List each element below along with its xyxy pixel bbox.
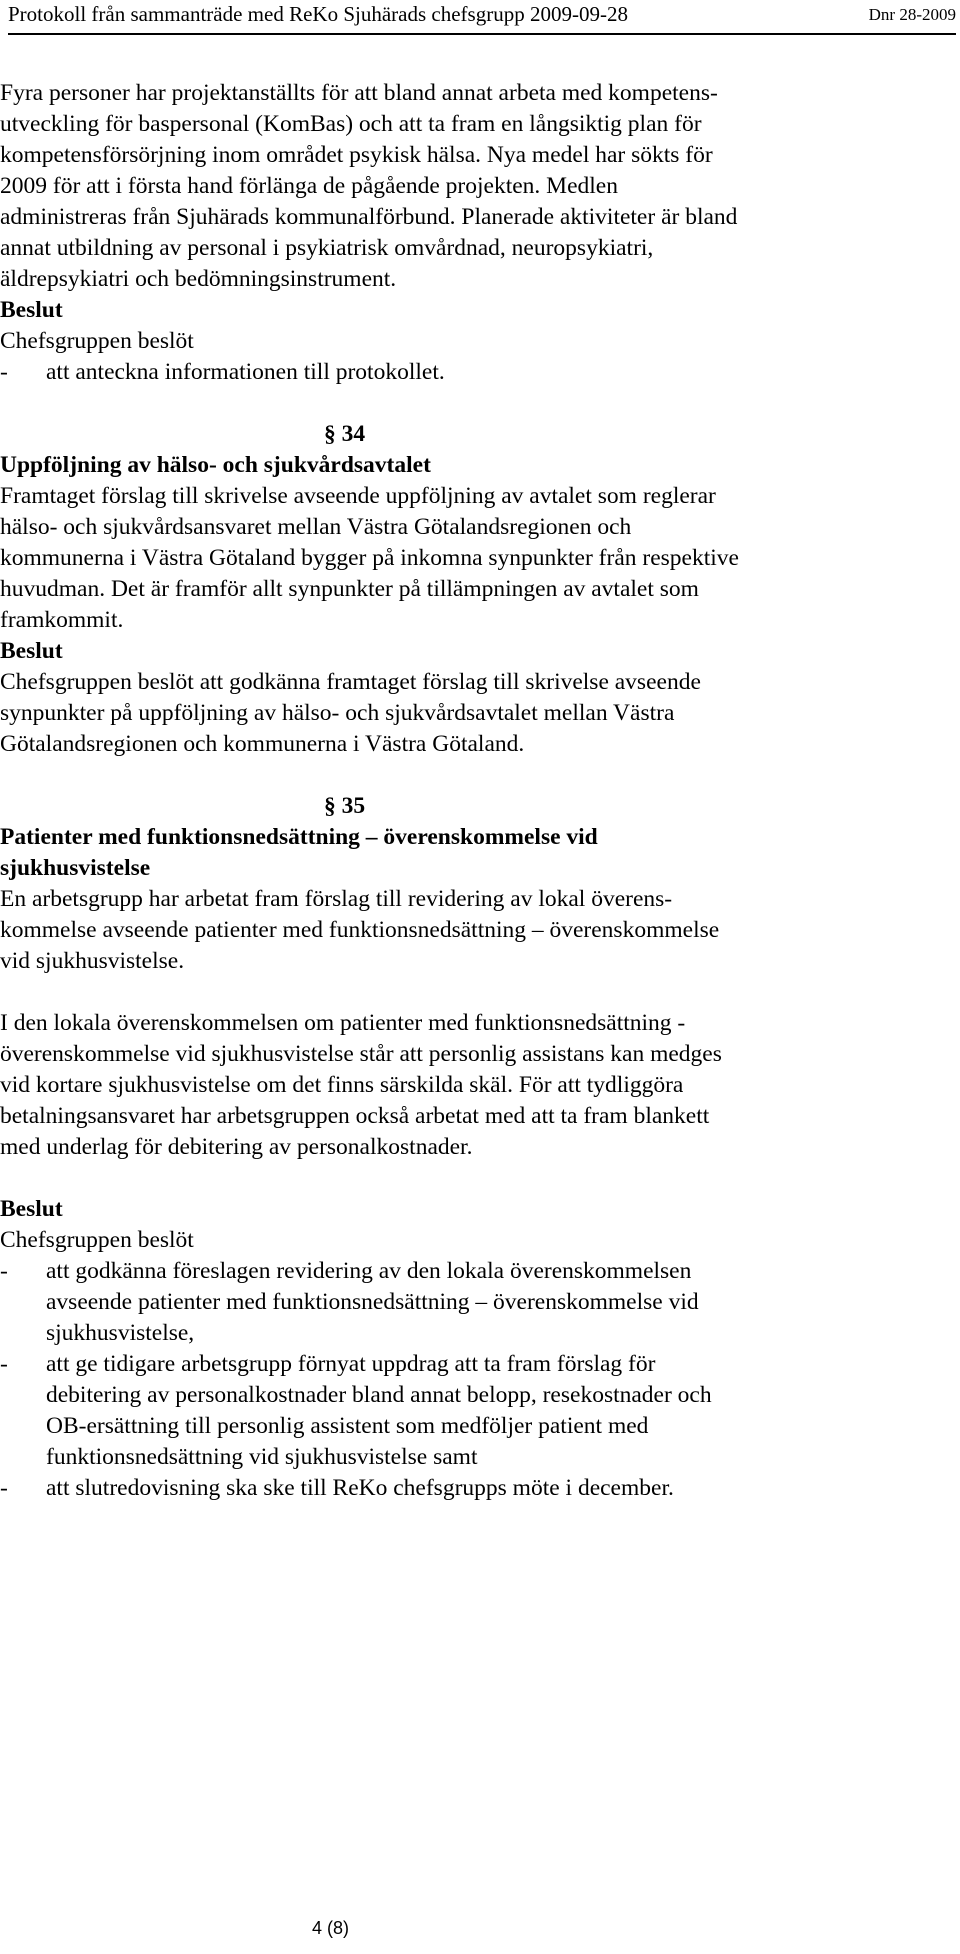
section-35-number: § 35: [324, 793, 366, 819]
beslut-item-text: OB-ersättning till personlig assistent som medföljer patient med: [46, 1413, 649, 1439]
text-line: Fyra personer har projektanställts för att bland annat arbeta med kompetens-: [0, 80, 718, 106]
beslut-item: [0, 357, 960, 388]
document-body: [0, 78, 960, 1504]
text-line: administreras från Sjuhärads kommunalförbund. Planerade aktiviteter är bland: [0, 204, 738, 230]
text-line: kommelse avseende patienter med funktionsnedsättning – överenskommelse: [0, 917, 720, 943]
text-line: Götalandsregionen och kommunerna i Västra Götaland.: [0, 731, 525, 757]
text-line: 2009 för att i första hand förlänga de pågående projekten. Medlen: [0, 173, 618, 199]
text-line: framkommit.: [0, 607, 124, 633]
beslut-item-text: debitering av personalkostnader bland annat belopp, resekostnader och: [46, 1382, 712, 1408]
beslut-heading: Beslut: [0, 297, 63, 323]
section-34-paragraph: [0, 481, 960, 636]
section-34-title: Uppföljning av hälso- och sjukvårdsavtalet: [0, 452, 431, 478]
beslut-item-text: att anteckna informationen till protokollet.: [46, 359, 445, 385]
beslut-item-text: att ge tidigare arbetsgrupp förnyat uppdrag att ta fram förslag för: [46, 1351, 656, 1377]
list-dash: -: [0, 1258, 8, 1284]
text-line: kommunerna i Västra Götaland bygger på inkomna synpunkter från respektive: [0, 545, 739, 571]
section-35-paragraph-1: [0, 884, 960, 977]
text-line: äldrepsykiatri och bedömningsinstrument.: [0, 266, 397, 292]
list-dash: -: [0, 359, 8, 385]
section-34-number: § 34: [324, 421, 366, 447]
header-dnr: Dnr 28-2009: [868, 5, 956, 24]
page-header: [8, 2, 956, 30]
beslut-item: [0, 1256, 960, 1349]
intro-paragraph: [0, 78, 960, 295]
page-number: 4 (8): [312, 1918, 350, 1938]
text-line: överenskommelse vid sjukhusvistelse står att personlig assistans kan medges: [0, 1041, 722, 1067]
text-line: kompetensförsörjning inom området psykisk hälsa. Nya medel har sökts för: [0, 142, 713, 168]
text-line: utveckling för baspersonal (KomBas) och att ta fram en långsiktig plan för: [0, 111, 702, 137]
section-35-paragraph-2: [0, 1008, 960, 1163]
section-35-title-cont: sjukhusvistelse: [0, 855, 151, 881]
beslut-intro: Chefsgruppen beslöt: [0, 1227, 194, 1253]
beslut-item: [0, 1349, 960, 1473]
text-line: Chefsgruppen beslöt att godkänna framtaget förslag till skrivelse avseende: [0, 669, 701, 695]
beslut-item-text: funktionsnedsättning vid sjukhusvistelse samt: [46, 1444, 478, 1470]
text-line: betalningsansvaret har arbetsgruppen också arbetat med att ta fram blankett: [0, 1103, 710, 1129]
section-34-beslut: [0, 667, 960, 760]
text-line: annat utbildning av personal i psykiatrisk omvårdnad, neuropsykiatri,: [0, 235, 654, 261]
text-line: vid sjukhusvistelse.: [0, 948, 185, 974]
text-line: med underlag för debitering av personalkostnader.: [0, 1134, 473, 1160]
beslut-heading: Beslut: [0, 1196, 63, 1222]
beslut-item-text: att slutredovisning ska ske till ReKo chefsgrupps möte i december.: [46, 1475, 674, 1501]
text-line: hälso- och sjukvårdsansvaret mellan Västra Götalandsregionen och: [0, 514, 632, 540]
beslut-item: [0, 1473, 960, 1504]
text-line: Framtaget förslag till skrivelse avseende uppföljning av avtalet som reglerar: [0, 483, 716, 509]
header-rule: [8, 33, 956, 35]
beslut-intro: Chefsgruppen beslöt: [0, 328, 194, 354]
section-35-title: Patienter med funktionsnedsättning – överenskommelse vid: [0, 824, 598, 850]
text-line: vid kortare sjukhusvistelse om det finns särskilda skäl. För att tydliggöra: [0, 1072, 684, 1098]
header-title: Protokoll från sammanträde med ReKo Sjuhärads chefsgrupp 2009-09-28: [8, 2, 628, 26]
text-line: En arbetsgrupp har arbetat fram förslag till revidering av lokal överens-: [0, 886, 673, 912]
beslut-item-text: sjukhusvistelse,: [46, 1320, 195, 1346]
list-dash: -: [0, 1351, 8, 1377]
beslut-item-text: avseende patienter med funktionsnedsättning – överenskommelse vid: [46, 1289, 699, 1315]
text-line: huvudman. Det är framför allt synpunkter på tillämpningen av avtalet som: [0, 576, 699, 602]
text-line: I den lokala överenskommelsen om patienter med funktionsnedsättning -: [0, 1010, 686, 1036]
beslut-heading: Beslut: [0, 638, 63, 664]
beslut-item-text: att godkänna föreslagen revidering av den lokala överenskommelsen: [46, 1258, 692, 1284]
text-line: synpunkter på uppföljning av hälso- och sjukvårdsavtalet mellan Västra: [0, 700, 675, 726]
list-dash: -: [0, 1475, 8, 1501]
